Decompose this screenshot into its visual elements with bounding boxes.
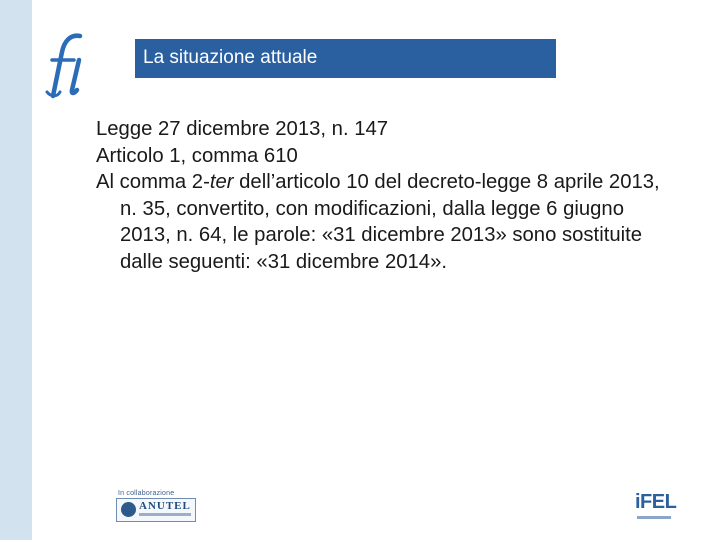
anutel-logo-name: ANUTEL — [139, 500, 191, 512]
slide-content — [96, 116, 676, 275]
anutel-logo-caption: In collaborazione — [118, 490, 175, 497]
seal-icon — [121, 502, 136, 517]
slide-title: La situazione attuale — [143, 47, 318, 68]
anutel-logo-box — [116, 498, 196, 522]
content-paragraph — [96, 169, 676, 275]
anutel-logo-subtitle-bar — [139, 513, 191, 516]
paragraph-text-italic: ter — [209, 171, 234, 193]
ifel-logo-word: iFEL — [635, 491, 677, 513]
paragraph-text-pre: Al comma 2- — [96, 171, 210, 193]
ifel-logo — [635, 491, 685, 523]
ifel-logo-subtitle-bar — [637, 516, 671, 519]
paragraph-text-post: dell’articolo 10 del decreto-legge 8 aprile 2013, n. 35, convertito, con modificazioni, dalla legge 6 giugno 2013, n. 64, le parole: «31 dicembre 2013» sono sostituite dalle seguenti: «31 dicembre 2014». — [120, 171, 660, 273]
anutel-logo — [114, 490, 196, 522]
content-line: Articolo 1, comma 610 — [96, 144, 298, 167]
title-bar — [135, 39, 556, 78]
content-line: Legge 27 dicembre 2013, n. 147 — [96, 118, 389, 140]
side-band — [0, 0, 32, 540]
fi-logo-icon — [44, 30, 96, 102]
